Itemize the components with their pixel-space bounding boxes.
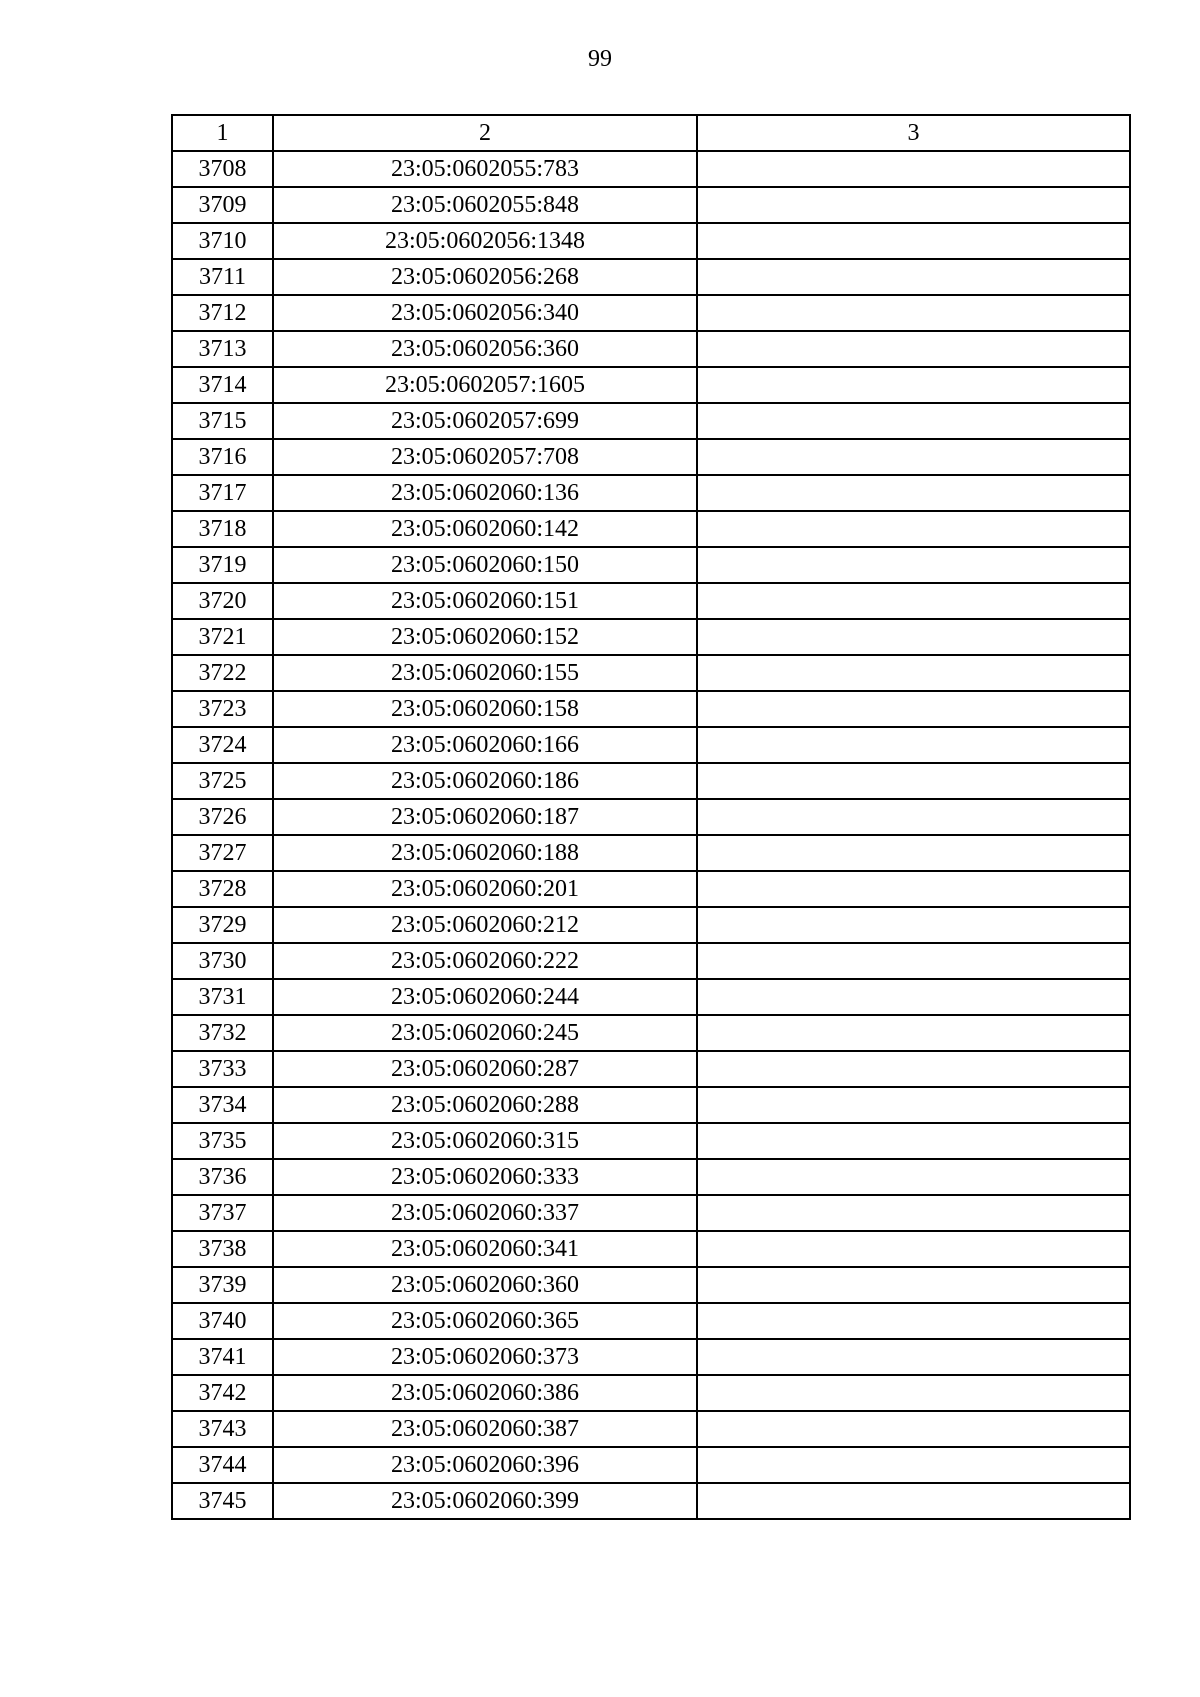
- table-row: [172, 187, 1130, 223]
- notes-cell: [697, 583, 1130, 619]
- row-number-cell: 3719: [172, 547, 273, 583]
- notes-cell: [697, 619, 1130, 655]
- cadastral-number-cell: 23:05:0602060:360: [273, 1267, 697, 1303]
- cadastral-number-cell: 23:05:0602060:399: [273, 1483, 697, 1519]
- table-row: [172, 1195, 1130, 1231]
- table-row: [172, 619, 1130, 655]
- cadastral-number-cell: 23:05:0602060:166: [273, 727, 697, 763]
- cadastral-number-cell: 23:05:0602056:268: [273, 259, 697, 295]
- notes-cell: [697, 1015, 1130, 1051]
- cadastral-number-cell: 23:05:0602060:365: [273, 1303, 697, 1339]
- notes-cell: [697, 1375, 1130, 1411]
- row-number-cell: 3740: [172, 1303, 273, 1339]
- cadastral-number-cell: 23:05:0602060:212: [273, 907, 697, 943]
- table-row: [172, 1303, 1130, 1339]
- row-number-cell: 3724: [172, 727, 273, 763]
- notes-cell: [697, 1267, 1130, 1303]
- table-row: [172, 439, 1130, 475]
- header-cell-col-1: 1: [172, 115, 273, 151]
- row-number-cell: 3723: [172, 691, 273, 727]
- table-row: [172, 475, 1130, 511]
- cadastral-number-cell: 23:05:0602060:333: [273, 1159, 697, 1195]
- cadastral-number-cell: 23:05:0602060:396: [273, 1447, 697, 1483]
- cadastral-number-cell: 23:05:0602060:315: [273, 1123, 697, 1159]
- notes-cell: [697, 943, 1130, 979]
- cadastral-number-cell: 23:05:0602060:387: [273, 1411, 697, 1447]
- row-number-cell: 3718: [172, 511, 273, 547]
- notes-cell: [697, 151, 1130, 187]
- notes-cell: [697, 367, 1130, 403]
- table-row: [172, 547, 1130, 583]
- cadastral-number-cell: 23:05:0602060:201: [273, 871, 697, 907]
- row-number-cell: 3715: [172, 403, 273, 439]
- row-number-cell: 3720: [172, 583, 273, 619]
- row-number-cell: 3711: [172, 259, 273, 295]
- header-row: [172, 115, 1130, 151]
- row-number-cell: 3727: [172, 835, 273, 871]
- cadastral-number-cell: 23:05:0602060:187: [273, 799, 697, 835]
- table-row: [172, 331, 1130, 367]
- notes-cell: [697, 223, 1130, 259]
- table-row: [172, 151, 1130, 187]
- row-number-cell: 3735: [172, 1123, 273, 1159]
- notes-cell: [697, 511, 1130, 547]
- table-row: [172, 259, 1130, 295]
- cadastral-number-cell: 23:05:0602060:158: [273, 691, 697, 727]
- cadastral-number-cell: 23:05:0602060:186: [273, 763, 697, 799]
- notes-cell: [697, 1483, 1130, 1519]
- table-row: [172, 403, 1130, 439]
- row-number-cell: 3739: [172, 1267, 273, 1303]
- notes-cell: [697, 871, 1130, 907]
- page-number: 99: [588, 46, 612, 72]
- notes-cell: [697, 547, 1130, 583]
- row-number-cell: 3737: [172, 1195, 273, 1231]
- table-row: [172, 1231, 1130, 1267]
- cadastral-number-cell: 23:05:0602060:151: [273, 583, 697, 619]
- table-header: [172, 115, 1130, 151]
- row-number-cell: 3725: [172, 763, 273, 799]
- table-row: [172, 1339, 1130, 1375]
- table-body: [172, 151, 1130, 1519]
- row-number-cell: 3709: [172, 187, 273, 223]
- cadastral-number-cell: 23:05:0602060:136: [273, 475, 697, 511]
- cadastral-number-cell: 23:05:0602060:287: [273, 1051, 697, 1087]
- table-row: [172, 979, 1130, 1015]
- cadastral-number-cell: 23:05:0602060:244: [273, 979, 697, 1015]
- cadastral-number-cell: 23:05:0602060:341: [273, 1231, 697, 1267]
- cadastral-number-cell: 23:05:0602056:1348: [273, 223, 697, 259]
- cadastral-number-cell: 23:05:0602060:222: [273, 943, 697, 979]
- cadastral-number-cell: 23:05:0602060:337: [273, 1195, 697, 1231]
- table-row: [172, 295, 1130, 331]
- notes-cell: [697, 799, 1130, 835]
- cadastral-number-cell: 23:05:0602057:699: [273, 403, 697, 439]
- cadastral-number-cell: 23:05:0602060:386: [273, 1375, 697, 1411]
- notes-cell: [697, 1411, 1130, 1447]
- table-row: [172, 835, 1130, 871]
- notes-cell: [697, 259, 1130, 295]
- cadastral-number-cell: 23:05:0602060:155: [273, 655, 697, 691]
- notes-cell: [697, 1159, 1130, 1195]
- table-row: [172, 871, 1130, 907]
- row-number-cell: 3732: [172, 1015, 273, 1051]
- notes-cell: [697, 691, 1130, 727]
- notes-cell: [697, 331, 1130, 367]
- row-number-cell: 3712: [172, 295, 273, 331]
- cadastral-number-cell: 23:05:0602060:288: [273, 1087, 697, 1123]
- table-row: [172, 799, 1130, 835]
- row-number-cell: 3713: [172, 331, 273, 367]
- row-number-cell: 3710: [172, 223, 273, 259]
- header-cell-col-3: 3: [697, 115, 1130, 151]
- row-number-cell: 3729: [172, 907, 273, 943]
- notes-cell: [697, 979, 1130, 1015]
- notes-cell: [697, 1231, 1130, 1267]
- cadastral-number-cell: 23:05:0602060:150: [273, 547, 697, 583]
- row-number-cell: 3730: [172, 943, 273, 979]
- notes-cell: [697, 1087, 1130, 1123]
- row-number-cell: 3745: [172, 1483, 273, 1519]
- row-number-cell: 3731: [172, 979, 273, 1015]
- table-row: [172, 727, 1130, 763]
- registry-table: [171, 114, 1131, 1520]
- cadastral-number-cell: 23:05:0602060:152: [273, 619, 697, 655]
- row-number-cell: 3714: [172, 367, 273, 403]
- table-row: [172, 1483, 1130, 1519]
- table-row: [172, 1159, 1130, 1195]
- row-number-cell: 3741: [172, 1339, 273, 1375]
- table-row: [172, 1051, 1130, 1087]
- notes-cell: [697, 763, 1130, 799]
- table-row: [172, 1411, 1130, 1447]
- notes-cell: [697, 1123, 1130, 1159]
- header-cell-col-2: 2: [273, 115, 697, 151]
- table-row: [172, 1015, 1130, 1051]
- notes-cell: [697, 1339, 1130, 1375]
- row-number-cell: 3728: [172, 871, 273, 907]
- cadastral-number-cell: 23:05:0602055:783: [273, 151, 697, 187]
- table-row: [172, 1375, 1130, 1411]
- row-number-cell: 3721: [172, 619, 273, 655]
- notes-cell: [697, 727, 1130, 763]
- cadastral-number-cell: 23:05:0602060:188: [273, 835, 697, 871]
- row-number-cell: 3736: [172, 1159, 273, 1195]
- row-number-cell: 3708: [172, 151, 273, 187]
- table-row: [172, 943, 1130, 979]
- notes-cell: [697, 1051, 1130, 1087]
- notes-cell: [697, 295, 1130, 331]
- table-row: [172, 1267, 1130, 1303]
- cadastral-number-cell: 23:05:0602056:340: [273, 295, 697, 331]
- notes-cell: [697, 655, 1130, 691]
- table-row: [172, 1123, 1130, 1159]
- notes-cell: [697, 907, 1130, 943]
- cadastral-number-cell: 23:05:0602057:1605: [273, 367, 697, 403]
- row-number-cell: 3742: [172, 1375, 273, 1411]
- table-row: [172, 1447, 1130, 1483]
- cadastral-number-cell: 23:05:0602060:373: [273, 1339, 697, 1375]
- notes-cell: [697, 187, 1130, 223]
- notes-cell: [697, 403, 1130, 439]
- table-row: [172, 367, 1130, 403]
- table-row: [172, 655, 1130, 691]
- table-row: [172, 907, 1130, 943]
- row-number-cell: 3734: [172, 1087, 273, 1123]
- table-row: [172, 763, 1130, 799]
- cadastral-number-cell: 23:05:0602060:245: [273, 1015, 697, 1051]
- row-number-cell: 3738: [172, 1231, 273, 1267]
- table-row: [172, 511, 1130, 547]
- row-number-cell: 3722: [172, 655, 273, 691]
- row-number-cell: 3743: [172, 1411, 273, 1447]
- cadastral-number-cell: 23:05:0602056:360: [273, 331, 697, 367]
- notes-cell: [697, 1447, 1130, 1483]
- notes-cell: [697, 475, 1130, 511]
- notes-cell: [697, 1303, 1130, 1339]
- table-row: [172, 583, 1130, 619]
- row-number-cell: 3717: [172, 475, 273, 511]
- row-number-cell: 3726: [172, 799, 273, 835]
- notes-cell: [697, 835, 1130, 871]
- table-row: [172, 1087, 1130, 1123]
- cadastral-number-cell: 23:05:0602055:848: [273, 187, 697, 223]
- row-number-cell: 3744: [172, 1447, 273, 1483]
- notes-cell: [697, 439, 1130, 475]
- notes-cell: [697, 1195, 1130, 1231]
- cadastral-number-cell: 23:05:0602060:142: [273, 511, 697, 547]
- cadastral-number-cell: 23:05:0602057:708: [273, 439, 697, 475]
- table-row: [172, 223, 1130, 259]
- row-number-cell: 3716: [172, 439, 273, 475]
- row-number-cell: 3733: [172, 1051, 273, 1087]
- table-row: [172, 691, 1130, 727]
